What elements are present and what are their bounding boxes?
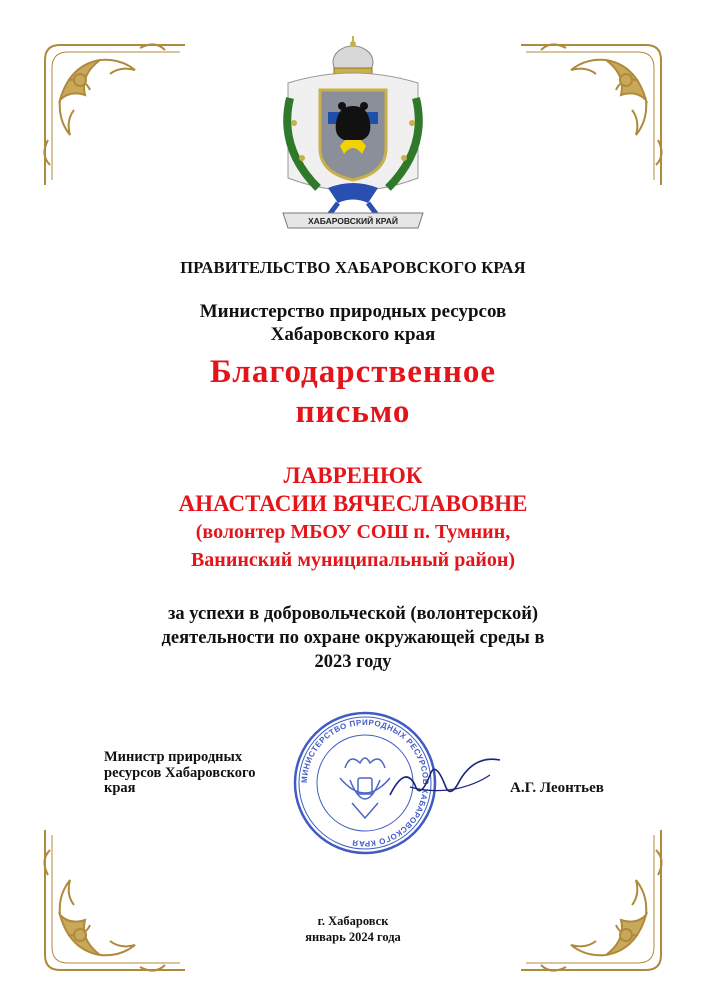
title-line-1: Благодарственное — [209, 354, 497, 390]
position-line-3: края — [104, 780, 136, 796]
signer-name: А.Г. Леонтьев — [510, 780, 604, 796]
corner-ornament-bottom-right — [516, 825, 666, 975]
document-title — [0, 352, 706, 432]
ornament-icon — [40, 40, 190, 190]
government-heading: ПРАВИТЕЛЬСТВО ХАБАРОВСКОГО КРАЯ — [180, 258, 526, 277]
footer-city: г. Хабаровск — [317, 914, 389, 928]
ministry-heading — [0, 300, 706, 346]
emblem-ribbon-text: ХАБАРОВСКИЙ КРАЙ — [308, 216, 398, 226]
seal-text: МИНИСТЕРСТВО ПРИРОДНЫХ РЕСУРСОВ ХАБАРОВСКОГО КРАЯ — [299, 717, 431, 849]
title-line-2: письмо — [295, 394, 411, 430]
recipient-org-line-1: (волонтер МБОУ СОШ п. Тумнин, — [195, 521, 511, 543]
signature-icon — [385, 745, 505, 815]
ornament-icon — [516, 40, 666, 190]
ornament-icon — [516, 825, 666, 975]
footer-date: январь 2024 года — [305, 930, 401, 944]
corner-ornament-bottom-left — [40, 825, 190, 975]
recipient-organization — [0, 518, 706, 574]
corner-ornament-top-left — [40, 40, 190, 190]
reason-line-1: за успехи в добровольческой (волонтерской) — [167, 604, 539, 624]
coat-of-arms-emblem — [268, 28, 438, 238]
position-line-1: Министр природных — [104, 749, 243, 765]
award-reason — [0, 602, 706, 674]
ministry-line-2: Хабаровского края — [270, 324, 436, 345]
corner-ornament-top-right — [516, 40, 666, 190]
ministry-line-1: Министерство природных ресурсов — [199, 301, 507, 322]
coat-of-arms-icon — [268, 28, 438, 238]
place-and-date — [0, 913, 706, 945]
eagle-icon — [340, 758, 390, 818]
ornament-icon — [40, 825, 190, 975]
reason-line-3: 2023 году — [314, 652, 392, 672]
position-line-2: ресурсов Хабаровского — [104, 764, 256, 781]
recipient-surname: ЛАВРЕНЮК — [283, 463, 423, 488]
minister-position — [104, 750, 256, 797]
reason-line-2: деятельности по охране окружающей среды в — [161, 628, 545, 648]
shield-icon — [320, 90, 386, 180]
recipient-name — [0, 462, 706, 518]
crown-icon — [333, 36, 373, 78]
recipient-org-line-2: Ванинский муниципальный район) — [190, 549, 516, 571]
handwritten-signature — [385, 745, 505, 815]
recipient-full-name: АНАСТАСИИ ВЯЧЕСЛАВОВНЕ — [178, 491, 528, 516]
